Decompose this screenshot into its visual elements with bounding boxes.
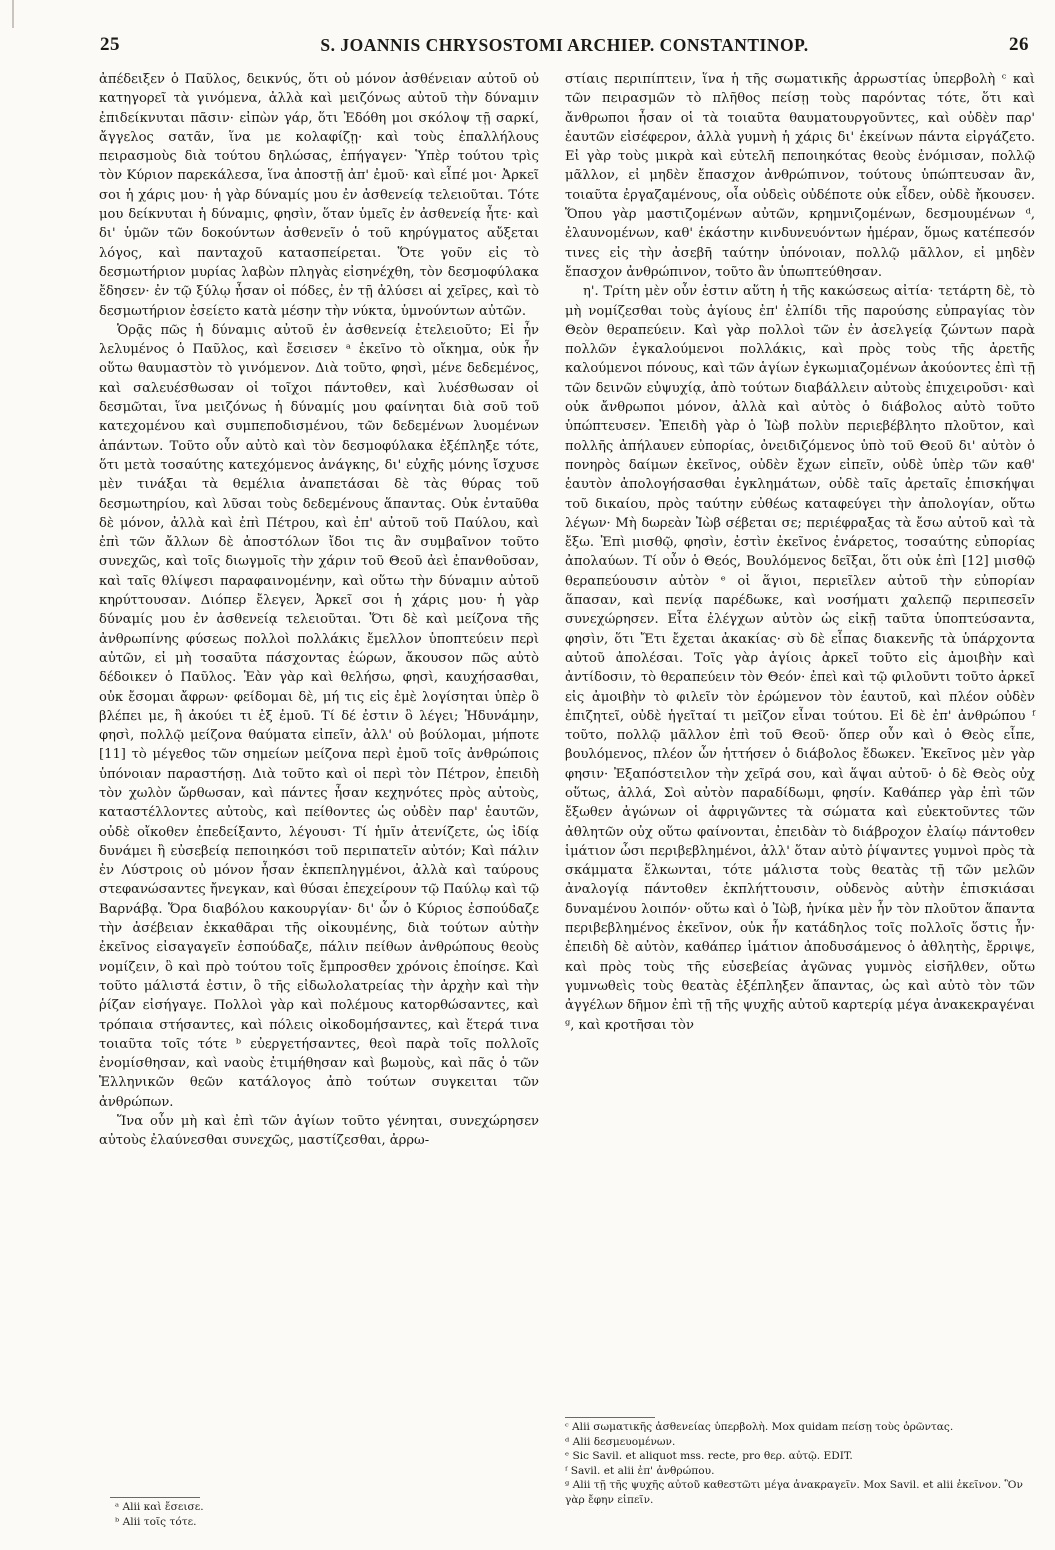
margin-mark (12, 0, 14, 28)
left-paragraph-1: ἀπέδειξεν ὁ Παῦλος, δεικνύς, ὅτι οὐ μόνον ἀσθένειαν αὐτοῦ οὐ κατηγορεῖ τὰ γινόμενα, ἀλλὰ καὶ μειζόνως αὐτοῦ τὴν δύναμιν ἐπιδείκνυται πᾶσιν· εἰπὼν γάρ, ὅτι Ἐδόθη μοι σκόλοψ τῇ σαρκί, ἄγγελος σατᾶν, ἵνα με κολαφίζῃ· καὶ τοὺς ἐπαλλήλους πειρασμοὺς διὰ τούτου δηλώσας, ἐπήγαγεν· Ὑπὲρ τούτου τρὶς τὸν Κύριον παρεκάλεσα, ἵνα ἀποστῇ ἀπ' ἐμοῦ· καὶ εἶπέ μοι· Ἀρκεῖ σοι ἡ χάρις μου· ἡ γὰρ δύναμίς μου ἐν ἀσθενείᾳ τελειοῦται. Τότε μου δείκνυται ἡ δύναμις, φησὶν, ὅταν ὑμεῖς ἐν ἀσθενείᾳ ἦτε· καὶ δι' ὑμῶν τῶν δοκούντων ἀσθενεῖν ὁ τοῦ κηρύγματος αὔξεται λόγος, καὶ πανταχοῦ κατασπείρεται. Ὅτε γοῦν εἰς τὸ δεσμωτήριον μυρίας λαβὼν πληγὰς εἰσηνέχθη, τὸν δεσμοφύλακα ἔδησεν· ἐν τῷ ξύλῳ ἦσαν οἱ πόδες, ἐν τῇ ἀλύσει αἱ χεῖρες, καὶ τὸ δεσμωτήριον ἐσείετο κατὰ μέσην τὴν νύκτα, ὑμνούντων αὐτῶν. (99, 72, 539, 319)
right-paragraph-1: στίαις περιπίπτειν, ἵνα ἡ τῆς σωματικῆς ἀρρωστίας ὑπερβολὴ ᶜ καὶ τῶν πειρασμῶν τὸ πλῆθος πείσῃ τοὺς παρόντας τότε, ὅτι καὶ ἄνθρωποι ἦσαν οἱ τὰ τοιαῦτα θαυματουργοῦντες, καὶ οὐδὲν παρ' ἑαυτῶν εἰσέφερον, ἀλλὰ γυμνὴ ἡ χάρις δι' ἐκείνων πάντα εἰργάζετο. Εἰ γὰρ τοὺς μικρὰ καὶ εὐτελῆ πεποιηκότας θεοὺς ἐνόμισαν, πολλῷ μᾶλλον, εἰ μηδὲν ἔπασχον ἀνθρώπινον, τούτους ὑπώπτευσαν ἂν, τοιαῦτα ἐργαζαμένους, οἷα οὐδεὶς οὐδέποτε οὐκ εἶδεν, οὐδὲ ἤκουσεν. Ὅπου γὰρ μαστιζομένων αὐτῶν, κρημνιζομένων, δεσμουμένων ᵈ, ἐλαυνομένων, καθ' ἑκάστην κινδυνευόντων ἡμέραν, ὅμως κατέπεσόν τινες εἰς τὴν ἀσεβῆ ταύτην ὑπόνοιαν, πολλῷ μᾶλλον, εἰ μηδὲν ἔπασχον ἀνθρώπινον, τοῦτο ἂν ὑπωπτεύθησαν. (565, 72, 1035, 280)
left-paragraph-2: Ὁρᾷς πῶς ἡ δύναμις αὐτοῦ ἐν ἀσθενείᾳ ἐτελειοῦτο; Εἰ ἦν λελυμένος ὁ Παῦλος, καὶ ἔσεισεν ᵃ ἐκεῖνο τὸ οἴκημα, οὐκ ἦν οὕτω θαυμαστὸν τὸ γινόμενον. Διὰ τοῦτο, φησὶ, μένε δεδεμένος, καὶ σαλευέσθωσαν οἱ τοῖχοι πάντοθεν, καὶ λυέσθωσαν οἱ δεσμῶται, ἵνα μειζόνως ἡ δύναμίς μου φαίνηται διὰ σοῦ τοῦ κατεχομένου καὶ συμπεποδισμένου, τῶν δεδεμένων λυομένων ἁπάντων. Τοῦτο οὖν αὐτὸ καὶ τὸν δεσμοφύλακα ἐξέπληξε τότε, ὅτι μετὰ τοσαύτης κατεχόμενος ἀνάγκης, δι' εὐχῆς μόνης ἴσχυσε μὲν τινάξαι τὰ θεμέλια ἀναπετάσαι δὲ τὰς θύρας τοῦ δεσμωτηρίου, καὶ λῦσαι τοὺς δεδεμένους ἅπαντας. Οὐκ ἐνταῦθα δὲ μόνον, ἀλλὰ καὶ ἐπὶ Πέτρου, καὶ ἐπ' αὐτοῦ τοῦ Παύλου, καὶ ἐπὶ τῶν ἄλλων δὲ ἀποστόλων ἴδοι τις ἂν συμβαῖνον τοῦτο συνεχῶς, καὶ τοῖς διωγμοῖς τὴν χάριν τοῦ Θεοῦ ἀεὶ ἐπανθοῦσαν, καὶ ταῖς θλίψεσι παραφαινομένην, καὶ οὕτω τὴν δύναμιν αὐτοῦ κηρύττουσαν. Διόπερ ἔλεγεν, Ἀρκεῖ σοι ἡ χάρις μου· ἡ γὰρ δύναμίς μου ἐν ἀσθενείᾳ τελειοῦται. Ὅτι δὲ καὶ μείζονα τῆς ἀνθρωπίνης φύσεως πολλοὶ πολλάκις ἔμελλον ὑποπτεύειν περὶ αὐτῶν, εἰ μὴ τοσαῦτα πάσχοντας ἑώρων, ἄκουσον πῶς αὐτὸ δέδοικεν ὁ Παῦλος. Ἐὰν γὰρ καὶ θελήσω, φησὶ, καυχήσασθαι, οὐκ ἔσομαι ἄφρων· φείδομαι δὲ, μή τις εἰς ἐμὲ λογίσηται ὑπὲρ ὃ βλέπει με, ἢ ἀκούει τι ἐξ ἐμοῦ. Τί δέ ἐστιν ὃ λέγει; Ἠδυνάμην, φησὶ, πολλῷ μείζονα θαύματα εἰπεῖν, ἀλλ' οὐ βούλομαι, μήποτε [11] τὸ μέγεθος τῶν σημείων μείζονα περὶ ἐμοῦ τοῖς ἀνθρώποις ὑπόνοιαν παραστήσῃ. Διὰ τοῦτο καὶ οἱ περὶ τὸν Πέτρον, ἐπειδὴ τὸν χωλὸν ὤρθωσαν, καὶ πάντες ἦσαν κεχηνότες πρὸς αὐτοὺς, καταστέλλοντες αὐτοὺς, καὶ πείθοντες ὡς οὐδὲν παρ' ἑαυτῶν, οὐδὲ οἴκοθεν ἐπεδείξαντο, λέγουσι· Τί ἡμῖν ἀτενίζετε, ὡς ἰδίᾳ δυνάμει ἢ εὐσεβείᾳ πεποιηκόσι τοῦ περιπατεῖν αὐτόν; Καὶ πάλιν ἐν Λύστροις οὐ μόνον ἦσαν ἐκπεπληγμένοι, ἀλλὰ καὶ ταύρους στεφανώσαντες ἤνεγκαν, καὶ θύσαι ἐπεχείρουν τῷ Παύλῳ καὶ τῷ Βαρνάβᾳ. Ὅρα διαβόλου κακουργίαν· δι' ὧν ὁ Κύριος ἐσπούδαζε τὴν ἀσέβειαν ἐκκαθᾶραι τῆς οἰκουμένης, διὰ τούτων αὐτὴν ἐκεῖνος εἰσαγαγεῖν ἐσπούδαζε, πάλιν πείθων ἀνθρώπους θεοὺς νομίζειν, ὃ καὶ πρὸ τούτου τοῖς ἔμπροσθεν χρόνοις ἐποίησε. Καὶ τοῦτο μάλιστά ἐστιν, ὃ τῆς εἰδωλολατρείας τὴν ἀρχὴν καὶ τὴν ῥίζαν εἰσήγαγε. Πολλοὶ γὰρ καὶ πολέμους κατορθώσαντες, καὶ τρόπαια στήσαντες, καὶ πόλεις οἰκοδομήσαντες, καὶ ἕτερά τινα τοιαῦτα τοῖς τότε ᵇ εὐεργετήσαντες, θεοὶ παρὰ τοῖς πολλοῖς ἐνομίσθησαν, καὶ ναοὺς ἐτιμήθησαν καὶ βωμοὺς, καὶ πᾶς ὁ τῶν Ἑλληνικῶν θεῶν κατάλογος ἀπὸ τούτων συγκειται τῶν ἀνθρώπων. (99, 322, 539, 1110)
right-paragraph-2: η'. Τρίτη μὲν οὖν ἐστιν αὕτη ἡ τῆς κακώσεως αἰτία· τετάρτη δὲ, τὸ μὴ νομίζεσθαι τοὺς ἁγίους ἐπ' ἐλπίδι τῆς παρούσης εὐπραγίας τὸν Θεὸν θεραπεύειν. Καὶ γὰρ πολλοὶ τῶν ἐν ἀσελγείᾳ ζώντων παρὰ πολλῶν ἐγκαλούμενοι πολλάκις, καὶ πρὸς τοὺς τῆς ἀρετῆς καλούμενοι πόνους, καὶ τῶν ἁγίων ἐγκωμιαζομένων ἀκούοντες ἐπὶ τῇ τῶν δεινῶν εὐψυχίᾳ, ἀπὸ τούτων διαβάλλειν αὐτοὺς ἐπιχειροῦσι· καὶ οὐκ ἄνθρωποι μόνον, ἀλλὰ καὶ αὐτὸς ὁ διάβολος αὐτὸ τοῦτο ὑπώπτευσεν. Ἐπειδὴ γὰρ ὁ Ἰὼβ πολὺν περιεβέβλητο πλοῦτον, καὶ πολλῆς ἀπήλαυεν εὐπορίας, ὀνειδιζόμενος ὑπὸ τοῦ Θεοῦ δι' αὐτὸν ὁ πονηρὸς δαίμων ἐκεῖνος, οὐδὲν ἔχων εἰπεῖν, οὐδὲ ὑπὲρ τῶν καθ' ἑαυτὸν ἀπολογήσασθαι ἐγκλημάτων, οὐδὲ ταῖς ἀρεταῖς ἐπισκήψαι τοῦ δικαίου, πρὸς ταύτην εὐθέως καταφεύγει τὴν ἀπολογίαν, οὕτω λέγων· Μὴ δωρεὰν Ἰὼβ σέβεται σε; περιέφραξας τὰ ἔσω αὐτοῦ καὶ τὰ ἔξω. Ἐπὶ μισθῷ, φησὶν, ἐστὶν ἐκεῖνος ἐνάρετος, τοσαύτης εὐπορίας ἀπολαύων. Τί οὖν ὁ Θεός, Βουλόμενος δεῖξαι, ὅτι οὐκ ἐπὶ [12] μισθῷ θεραπεύουσιν αὐτὸν ᵉ οἱ ἅγιοι, περιεῖλεν αὐτοῦ τὴν εὐπορίαν ἅπασαν, καὶ πενίᾳ παρέδωκε, καὶ νοσήματι χαλεπῷ περιπεσεῖν συνεχώρησεν. Εἶτα ἐλέγχων αὐτὸν ὡς εἰκῇ ταῦτα ὑποπτεύσαντα, φησὶν, ὅτι Ἔτι ἔχεται ἀκακίας· σὺ δὲ εἶπας διακενῆς τὰ ὑπάρχοντα αὐτοῦ ἀπολέσαι. Τοῖς γὰρ ἁγίοις ἀρκεῖ τοῦτο εἰς ἀμοιβὴν καὶ ἀντίδοσιν, τὸ θεραπεύειν τὸν Θεόν· ἐπεὶ καὶ τῷ φιλοῦντι τοῦτο ἀρκεῖ εἰς ἀμοιβὴν τὸ φιλεῖν τὸν ἐρώμενον τὸν ἑαυτοῦ, καὶ πλέον οὐδὲν ἐπιζητεῖ, οὐδὲ ἡγεῖταί τι μεῖζον εἶναι τούτου. Εἰ δὲ ἐπ' ἀνθρώπου ᶠ τοῦτο, πολλῷ μᾶλλον ἐπὶ τοῦ Θεοῦ· ὅπερ οὖν καὶ ὁ Θεὸς εἶπε, βουλόμενος, πλέον ὧν ἡττήσεν ὁ διάβολος ἔδωκεν. Ἐκεῖνος μὲν γὰρ φησιν· Ἐξαπόστειλον τὴν χεῖρά σου, καὶ ἅψαι αὐτοῦ· ὁ δὲ Θεὸς οὐχ οὕτως, ἀλλά, Σοὶ αὐτὸν παραδίδωμι, φησίν. Καθάπερ γὰρ ἐπὶ τῶν ἔξωθεν ἀγώνων οἱ ἀφριγῶντες τὰ σώματα καὶ εὐεκτοῦντες τῶν ἀθλητῶν οὐχ οὕτω φαίνονται, ἐπειδὰν τὸ διάβροχον ἐλαίῳ πάντοθεν ἱμάτιον ὦσι περιβεβλημένοι, ἀλλ' ὅταν αὐτὸ ῥίψαντες γυμνοὶ πρὸς τὰ σκάμματα ἕλκωνται, τότε μάλιστα τοὺς θεατὰς τῇ τῶν μελῶν ἀναλογίᾳ πάντοθεν ἐκπλήττουσιν, οὐδενὸς αὐτὴν ἐπισκιάσαι δυναμένου λοιπόν· οὕτω καὶ ὁ Ἰὼβ, ἡνίκα μὲν ἦν τὸν πλοῦτον ἅπαντα περιβεβλημένος ἐκεῖνον, οὐκ ἦν κατάδηλος τοῖς πολλοῖς ὅστις ἦν· ἐπειδὴ δὲ αὐτὸν, καθάπερ ἱμάτιον ἀποδυσάμενος ὁ ἀθλητὴς, ἔρριψε, καὶ πρὸς τοὺς τῆς εὐσεβείας ἀγῶνας γυμνὸς εἰσῆλθεν, οὕτω γυμνωθεὶς τοὺς θεατὰς ἐξέπληξεν ἅπαντας, ὡς καὶ αὐτὸ τὸν τῶν ἀγγέλων δῆμον ἐπὶ τῇ τῆς ψυχῆς αὐτοῦ καρτερίᾳ μέγα ἀνακεκραγέναι ᵍ, καὶ κροτῆσαι τὸν (565, 284, 1035, 1033)
footnote-e: ᵉ Sic Savil. et aliquot mss. recte, pro θερ. αὐτῷ. EDIT. (565, 1450, 853, 1462)
footnote-a: ᵃ Alii καὶ ἔσεισε. (115, 1501, 204, 1513)
page-number-left: 25 (100, 34, 120, 55)
footnote-rule-left (110, 1497, 200, 1498)
left-paragraph-3: Ἵνα οὖν μὴ καὶ ἐπὶ τῶν ἁγίων τοῦτο γένηται, συνεχώρησεν αὐτοὺς ἐλαύνεσθαι συνεχῶς, μαστίζεσθαι, ἀρρω- (99, 1114, 539, 1149)
footnote-c: ᶜ Alii σωματικῆς ἀσθενείας ὑπερβολὴ. Mox quidam πείσῃ τοὺς ὁρῶντας. (565, 1421, 954, 1433)
footnote-rule-right (565, 1417, 655, 1418)
running-head (100, 30, 1029, 60)
footnote-g: ᵍ Alii τῇ τῆς ψυχῆς αὐτοῦ καθεστῶτι μέγα ἀνακραγεῖν. Mox Savil. et alii ἐκεῖνον. Ὃν γὰρ ἔφην εἰπεῖν. (565, 1479, 1023, 1506)
right-column (565, 70, 1035, 1035)
page-number-right: 26 (1009, 34, 1029, 55)
footnote-d: ᵈ Alii δεσμευομένων. (565, 1435, 676, 1448)
footnote-f: ᶠ Savil. et alii ἐπ' ἀνθρώπου. (565, 1464, 715, 1477)
footnote-b: ᵇ Alii τοῖς τότε. (115, 1515, 197, 1528)
footnotes-right (565, 1420, 1035, 1507)
running-title: S. JOANNIS CHRYSOSTOMI ARCHIEP. CONSTANTINOP. (320, 34, 809, 55)
footnotes-left (115, 1500, 515, 1529)
left-column (99, 70, 539, 1151)
